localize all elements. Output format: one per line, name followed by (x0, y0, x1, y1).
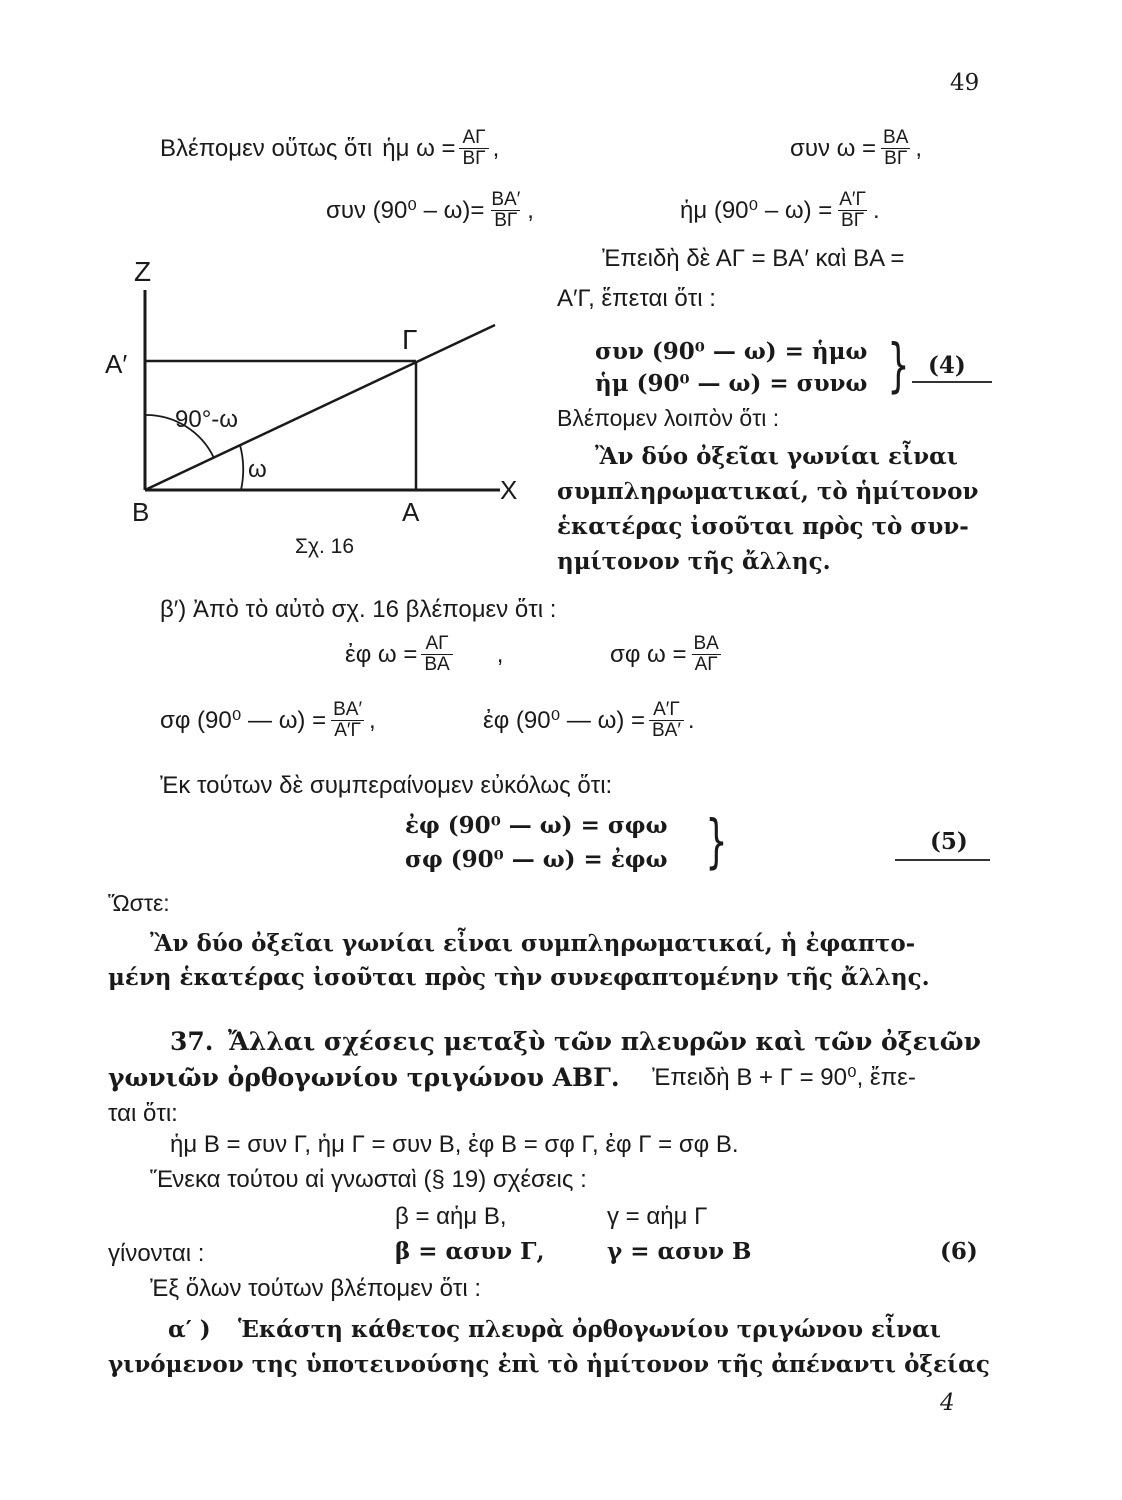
angle-arc-omega (240, 445, 243, 490)
numerator: Α′Γ (839, 189, 866, 210)
eq-lhs: συν ω = (790, 134, 877, 162)
label-angle-complement: 90°-ω (175, 406, 239, 433)
underline-rule (895, 859, 990, 861)
equation-tan-complement (483, 700, 695, 741)
eq-lhs: ἐφ ω = (345, 640, 418, 668)
figure-16 (100, 245, 540, 565)
footer-signature-number: 4 (940, 1390, 955, 1416)
theorem-2-line-1: Ἂν δύο ὀξεῖαι γωνίαι εἶναι συμπληρωματικαί, ἡ ἐφαπτο- (150, 930, 916, 957)
brace-icon: } (705, 807, 728, 875)
theorem-2-line-2: μένη ἑκατέρας ἰσοῦται πρὸς τὴν συνεφαπτομένην τῆς ἄλλης. (108, 964, 930, 991)
fraction (880, 128, 911, 169)
label-angle-omega: ω (248, 456, 267, 483)
eq-tail: . (872, 196, 880, 224)
eq-tail: , (369, 706, 376, 734)
section-37-since-cont: ται ὅτι: (108, 1100, 178, 1127)
eq-tail: , (915, 134, 923, 162)
fraction (421, 634, 452, 675)
item-a-label: α′ ) (168, 1316, 211, 1343)
new-relation-2: γ = ασυν Β (607, 1238, 752, 1265)
label-b: B (132, 497, 150, 527)
since-line-1: Ἐπειδὴ δὲ ΑΓ = ΒΑ′ καὶ ΒΑ = (602, 245, 905, 272)
denominator: Α′Γ (331, 720, 364, 741)
hence-text: Ὥστε: (108, 890, 170, 916)
formula-5-label: (5) (930, 828, 968, 855)
conclude-text: Ἐκ τούτων δὲ συμπεραίνομεν εὐκόλως ὅτι: (160, 772, 613, 799)
denominator: ΒΓ (459, 148, 488, 169)
brace-icon: } (887, 331, 910, 399)
formula-4-label: (4) (928, 352, 966, 379)
equation-cot-w (610, 634, 726, 675)
eq-tail: , (492, 134, 500, 162)
eq-tail: , (496, 640, 504, 668)
equation-cos-complement (326, 190, 534, 231)
relations-line: ἡμ Β = συν Γ, ἡμ Γ = συν Β, ἐφ Β = σφ Γ, ἐφ Γ = σφ Β. (170, 1131, 739, 1158)
equation-cos-w (790, 128, 922, 169)
eq-lhs: ἐφ (90⁰ — ω) = (483, 707, 645, 734)
denominator: ΒΑ′ (649, 720, 684, 741)
theorem-1-line-1: Ἂν δύο ὀξεῖαι γωνίαι εἶναι (595, 443, 958, 470)
numerator: ΑΓ (462, 127, 486, 148)
formula-5-line-2: σφ (90⁰ — ω) = ἐφω (405, 846, 668, 873)
since-line-2: Α′Γ, ἕπεται ὅτι : (557, 285, 716, 312)
fraction (690, 634, 721, 675)
eq-lhs: ἡμ (90⁰ – ω) = (680, 197, 833, 224)
denominator: ΒΓ (838, 210, 867, 231)
section-37-number: 37. (170, 1027, 214, 1056)
section-37-since: Ἐπειδὴ Β + Γ = 90⁰, ἔπε- (652, 1064, 916, 1091)
numerator: ΒΑ (883, 127, 909, 148)
formula-5-line-1: ἐφ (90⁰ — ω) = σφω (405, 812, 668, 839)
numerator: ΒΑ′ (333, 699, 363, 720)
fraction (649, 700, 684, 741)
equation-cot-complement (160, 700, 376, 741)
theorem-1-line-4: ημίτονον τῆς ἄλλης. (557, 548, 831, 575)
eq-lhs: ἡμ ω = (382, 134, 456, 162)
equation-sin-complement (680, 190, 880, 231)
item-a-line-2: γινόμενον της ὑποτεινούσης ἐπὶ τὸ ἡμίτονον τῆς ἀπέναντι ὀξείας (108, 1351, 990, 1378)
eq-lhs: συν (90⁰ – ω)= (326, 197, 485, 224)
numerator: ΒΑ′ (491, 189, 521, 210)
formula-6-label: (6) (940, 1238, 978, 1265)
known-relation-2: γ = αἡμ Γ (607, 1203, 708, 1230)
item-a-line-1: Ἑκάστη κάθετος πλευρὰ ὀρθογωνίου τριγώνου εἶναι (238, 1316, 941, 1343)
label-gamma: Γ (402, 324, 418, 355)
eq-lhs: σφ (90⁰ — ω) = (160, 707, 327, 734)
denominator: ΒΑ (421, 654, 452, 675)
figure-caption: Σχ. 16 (295, 535, 355, 558)
formula-4-line-1: συν (90⁰ — ω) = ἡμω (595, 338, 868, 365)
eq-lhs: σφ ω = (610, 640, 687, 668)
fraction (836, 190, 869, 231)
equation-tan-w (345, 634, 503, 675)
numerator: ΒΑ (693, 633, 719, 654)
eq-tail: . (687, 706, 695, 734)
equation-sin-w (160, 128, 499, 169)
from-all-text: Ἐξ ὅλων τούτων βλέπομεν ὅτι : (150, 1275, 482, 1302)
numerator: Α′Γ (653, 699, 680, 720)
label-z: Z (134, 256, 152, 287)
underline-rule (912, 381, 992, 383)
theorem-1-line-3: ἑκατέρας ἰσοῦται πρὸς τὸ συν- (557, 513, 969, 540)
denominator: ΑΓ (692, 654, 721, 675)
intro-text: Βλέπομεν οὕτως ὅτι (160, 134, 373, 162)
formula-4-line-2: ἡμ (90⁰ — ω) = συνω (595, 370, 868, 397)
eq-tail: , (527, 196, 534, 224)
known-relation-1: β = αἡμ Β, (395, 1203, 507, 1230)
label-a-prime: A′ (105, 349, 128, 379)
label-a: A (402, 497, 420, 527)
theorem-1-line-2: συμπληρωματικαί, τὸ ἡμίτονον (557, 478, 979, 505)
page-number: 49 (950, 70, 980, 96)
fraction (459, 128, 488, 169)
because-text: Ἕνεκα τούτου αἱ γνωσταὶ (§ 19) σχέσεις : (150, 1166, 587, 1193)
become-text: γίνονται : (108, 1240, 205, 1267)
see-therefore-text: Βλέπομεν λοιπὸν ὅτι : (557, 405, 780, 431)
denominator: ΒΓ (491, 210, 520, 231)
new-relation-1: β = ασυν Γ, (395, 1238, 545, 1265)
section-37-title-line-1: Ἄλλαι σχέσεις μεταξὺ τῶν πλευρῶν καὶ τῶν ὀξειῶν (228, 1027, 981, 1056)
section-b-intro: β′) Ἀπὸ τὸ αὐτὸ σχ. 16 βλέπομεν ὅτι : (160, 596, 557, 623)
fraction (330, 700, 365, 741)
section-37-title-line-2: γωνιῶν ὀρθογωνίου τριγώνου ΑΒΓ. (108, 1063, 620, 1092)
denominator: ΒΓ (881, 148, 910, 169)
fraction (488, 190, 523, 231)
numerator: ΑΓ (425, 633, 449, 654)
label-x: X (500, 475, 518, 505)
